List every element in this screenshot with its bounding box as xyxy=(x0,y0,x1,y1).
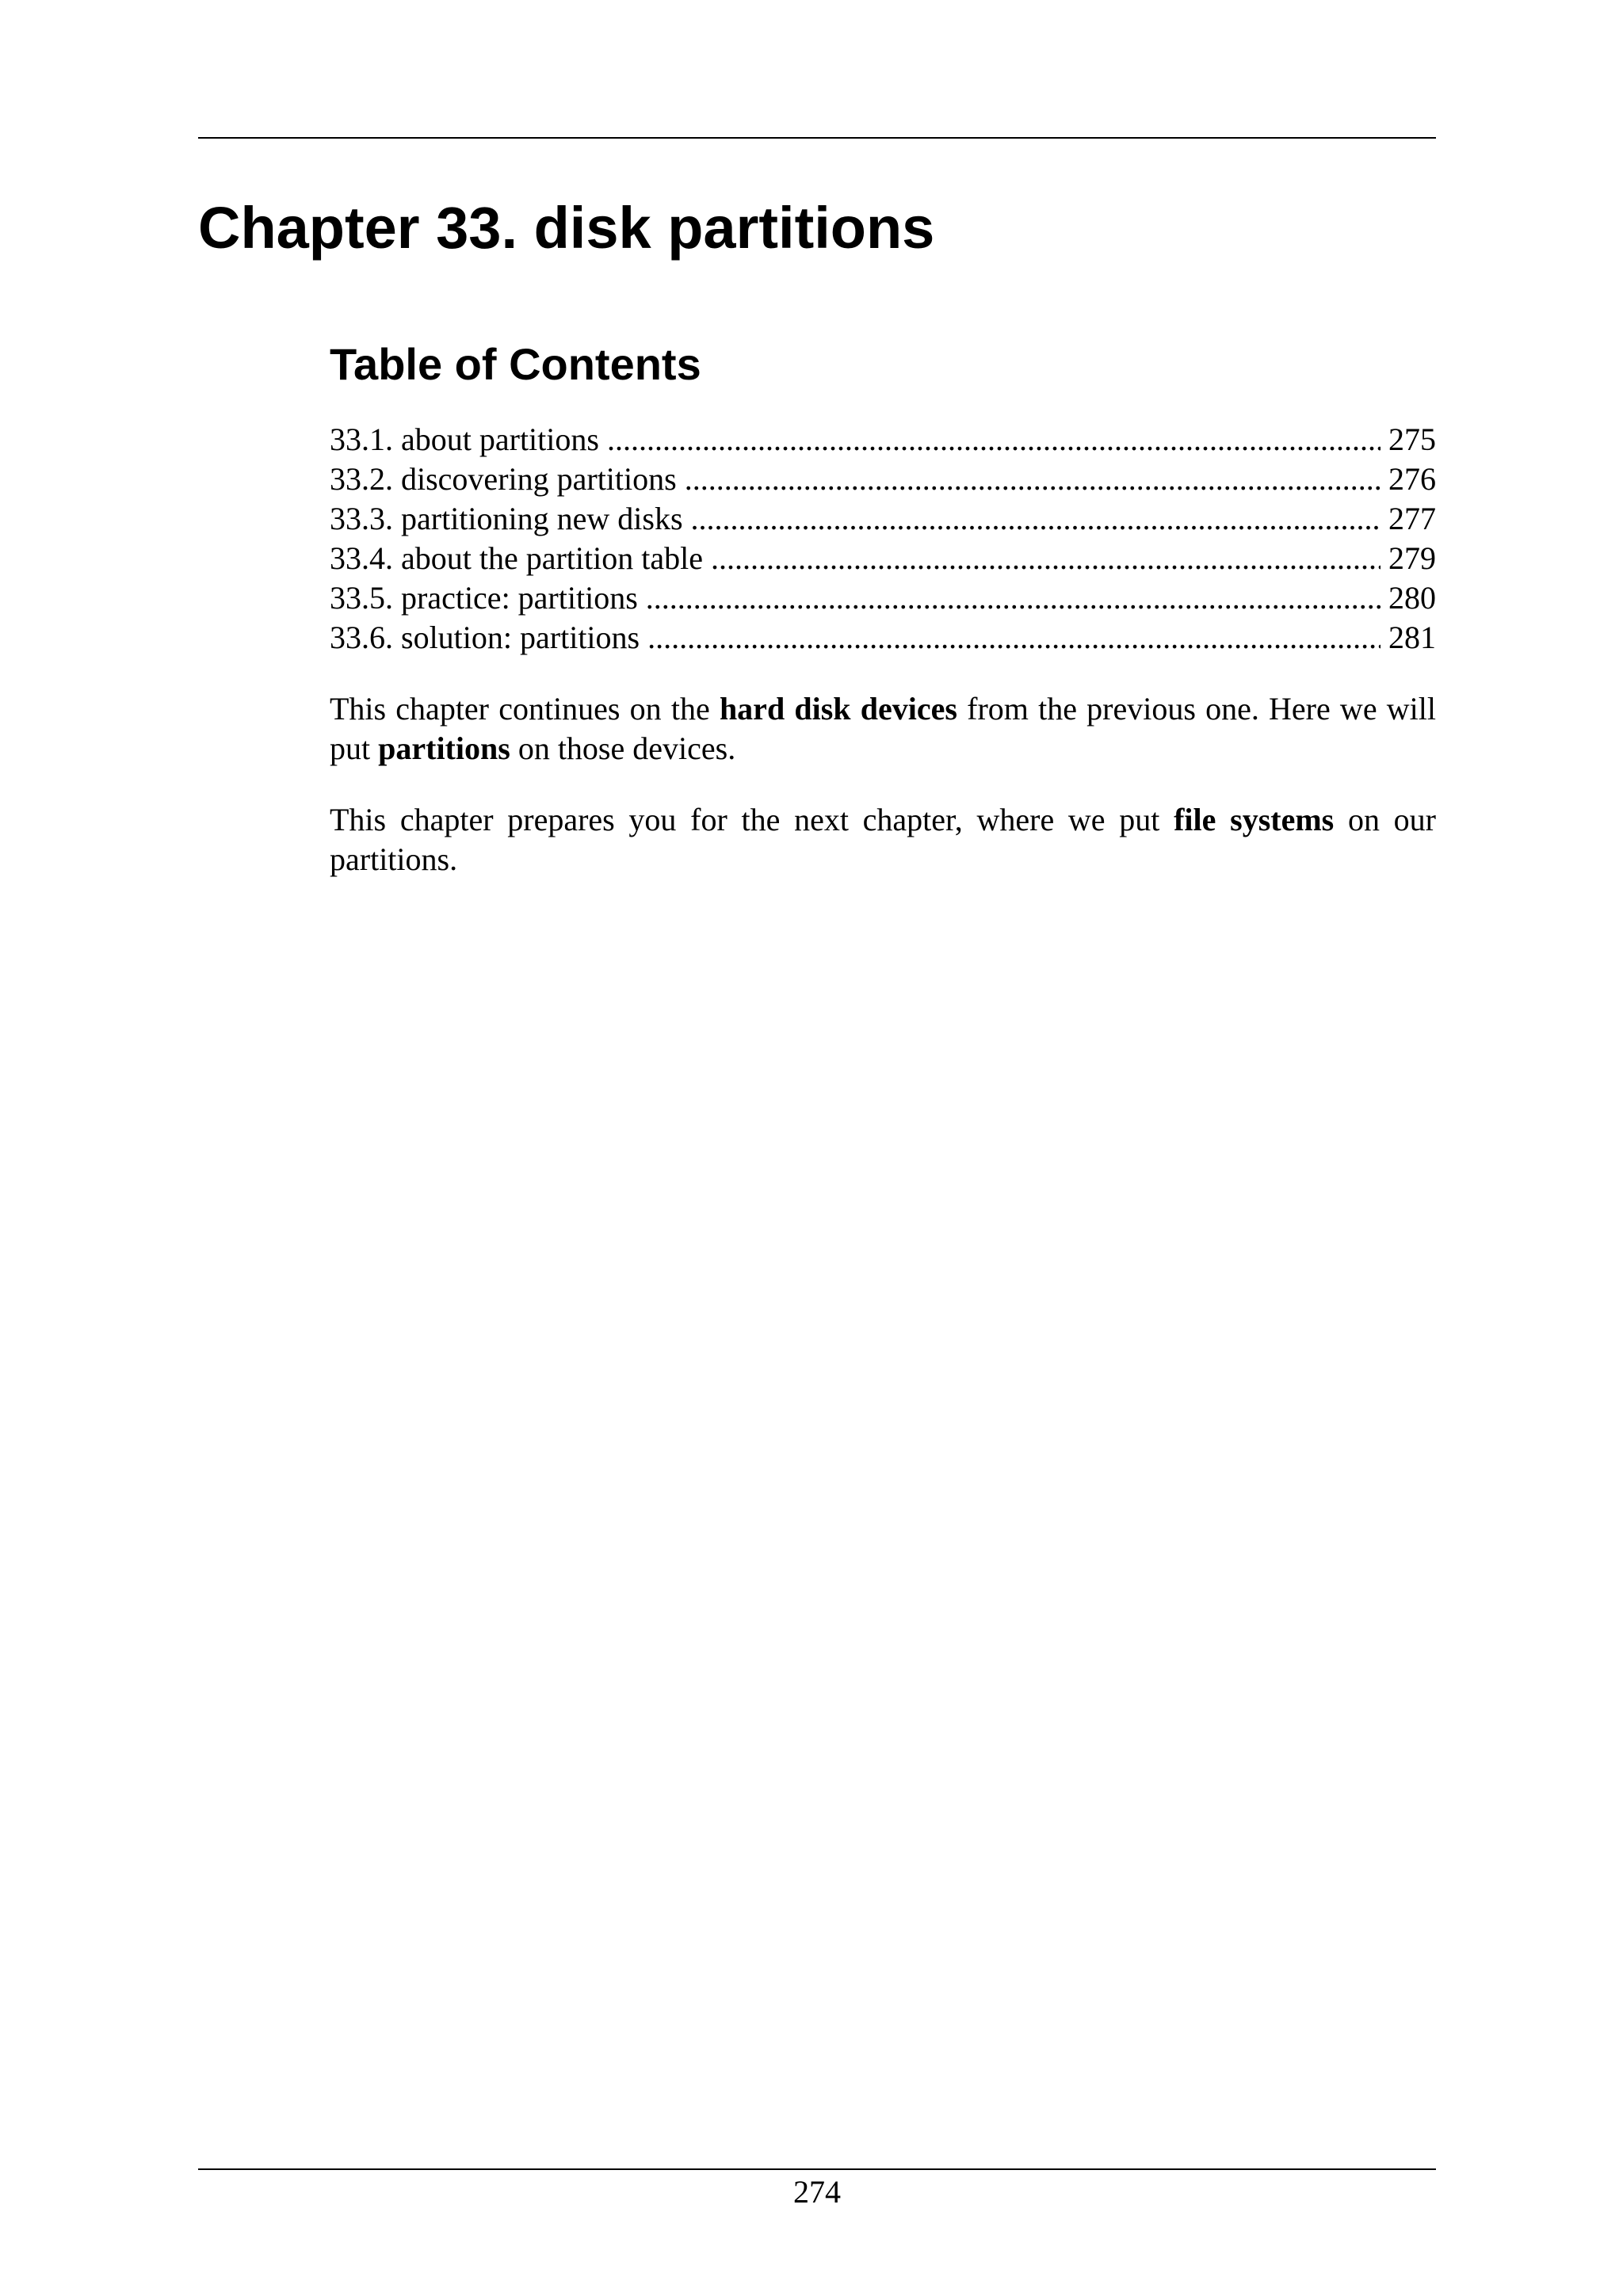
toc-entry-label[interactable]: 33.1. about partitions xyxy=(330,421,599,457)
intro-text: from the previous one. Here we will put xyxy=(330,691,1436,766)
intro-text: This chapter prepares you for the next chapter, where we put xyxy=(330,802,1174,837)
toc-leader-dots xyxy=(607,420,1381,460)
intro-text: on those devices. xyxy=(510,730,736,766)
toc-leader-dots xyxy=(647,618,1381,658)
toc-leader-dots xyxy=(691,499,1381,539)
chapter-title: Chapter 33. disk partitions xyxy=(198,195,935,261)
emphasis-partitions: partitions xyxy=(378,730,510,766)
toc-entry-page[interactable]: 281 xyxy=(1388,620,1436,655)
toc-entry-page[interactable]: 276 xyxy=(1388,461,1436,497)
toc-entry-page[interactable]: 279 xyxy=(1388,540,1436,576)
intro-text: on our partitions. xyxy=(330,802,1436,877)
page-number: 274 xyxy=(793,2174,841,2210)
footer-rule xyxy=(198,2168,1436,2170)
header-rule xyxy=(198,137,1436,139)
toc-entry-page[interactable]: 275 xyxy=(1388,421,1436,457)
toc-entry-label[interactable]: 33.2. discovering partitions xyxy=(330,461,677,497)
toc-entry[interactable] xyxy=(330,460,1436,499)
toc-entry[interactable] xyxy=(330,420,1436,460)
emphasis-hard-disk-devices: hard disk devices xyxy=(719,691,957,727)
toc-entry-label[interactable]: 33.4. about the partition table xyxy=(330,540,703,576)
toc-entry-label[interactable]: 33.6. solution: partitions xyxy=(330,620,640,655)
toc-entry-label[interactable]: 33.3. partitioning new disks xyxy=(330,501,683,536)
toc-entry-page[interactable]: 280 xyxy=(1388,580,1436,616)
intro-paragraph-2 xyxy=(330,800,1436,879)
toc-entry[interactable] xyxy=(330,618,1436,658)
toc-entry[interactable] xyxy=(330,578,1436,618)
toc-entry[interactable] xyxy=(330,539,1436,578)
intro-text: This chapter continues on the xyxy=(330,691,720,727)
table-of-contents xyxy=(330,420,1436,658)
toc-entry-label[interactable]: 33.5. practice: partitions xyxy=(330,580,638,616)
toc-entry[interactable] xyxy=(330,499,1436,539)
toc-leader-dots xyxy=(711,539,1381,578)
toc-leader-dots xyxy=(646,578,1381,618)
toc-leader-dots xyxy=(685,460,1381,499)
toc-entry-page[interactable]: 277 xyxy=(1388,501,1436,536)
toc-heading: Table of Contents xyxy=(330,339,701,389)
intro-paragraph-1 xyxy=(330,689,1436,769)
emphasis-file-systems: file systems xyxy=(1174,802,1335,837)
